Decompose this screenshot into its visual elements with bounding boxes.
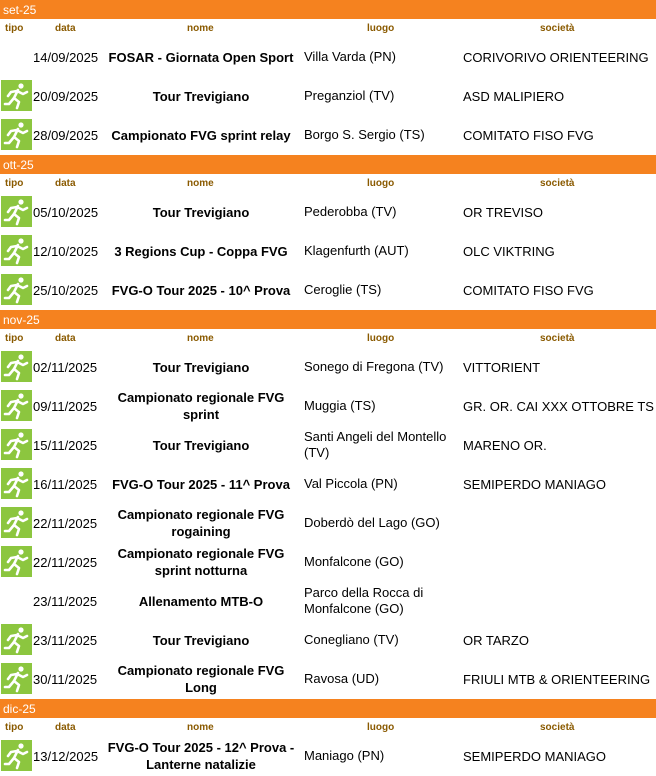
column-header-luogo: luogo xyxy=(367,722,395,733)
event-row[interactable] xyxy=(0,426,656,465)
column-header-societa: società xyxy=(540,23,575,34)
event-date: 15/11/2025 xyxy=(33,437,98,453)
event-name[interactable]: Campionato FVG sprint relay xyxy=(111,127,291,143)
running-icon xyxy=(1,80,32,111)
column-header-row xyxy=(0,20,656,38)
running-icon xyxy=(1,235,32,266)
column-header-data: data xyxy=(55,178,76,189)
event-society: FRIULI MTB & ORIENTEERING xyxy=(463,671,651,687)
event-society xyxy=(463,543,655,581)
event-row[interactable] xyxy=(0,116,656,155)
event-place: Monfalcone (GO) xyxy=(304,554,404,569)
running-icon xyxy=(1,119,32,150)
event-society: ASD MALIPIERO xyxy=(463,88,565,104)
event-date: 12/10/2025 xyxy=(33,243,99,259)
event-name[interactable]: Tour Trevigiano xyxy=(152,632,250,648)
running-icon xyxy=(1,429,32,460)
event-date: 02/11/2025 xyxy=(33,359,98,375)
event-row[interactable] xyxy=(0,621,656,660)
event-date: 13/12/2025 xyxy=(33,748,99,764)
event-society: SEMIPERDO MANIAGO xyxy=(463,748,607,764)
event-date: 22/11/2025 xyxy=(33,515,98,531)
event-place: Ceroglie (TS) xyxy=(304,282,382,297)
column-header-tipo: tipo xyxy=(5,722,24,733)
event-place: Preganziol (TV) xyxy=(304,88,395,103)
event-row[interactable] xyxy=(0,232,656,271)
running-icon xyxy=(1,468,32,499)
event-society: GR. OR. CAI XXX OTTOBRE TS xyxy=(463,398,654,414)
event-society xyxy=(463,582,655,620)
running-icon xyxy=(1,196,32,227)
event-row[interactable] xyxy=(0,543,656,582)
event-society: VITTORIENT xyxy=(463,359,541,375)
event-row[interactable] xyxy=(0,504,656,543)
event-row[interactable] xyxy=(0,193,656,232)
month-bar: dic-25 xyxy=(0,699,656,719)
running-icon xyxy=(1,546,32,577)
event-place: Muggia (TS) xyxy=(304,398,376,413)
column-header-luogo: luogo xyxy=(367,23,395,34)
running-icon xyxy=(1,507,32,538)
event-row[interactable] xyxy=(0,38,656,77)
event-name[interactable]: FOSAR - Giornata Open Sport xyxy=(108,49,294,65)
event-society: OR TREVISO xyxy=(463,204,543,220)
event-place: Val Piccola (PN) xyxy=(304,476,398,491)
event-place: Conegliano (TV) xyxy=(304,632,399,647)
column-header-tipo: tipo xyxy=(5,178,24,189)
month-bar: set-25 xyxy=(0,0,656,20)
event-place: Doberdò del Lago (GO) xyxy=(304,515,440,530)
event-date: 28/09/2025 xyxy=(33,127,99,143)
event-place: Ravosa (UD) xyxy=(304,671,380,686)
event-row[interactable] xyxy=(0,582,656,621)
column-header-nome: nome xyxy=(187,722,214,733)
event-name[interactable]: Tour Trevigiano xyxy=(152,204,250,220)
event-date: 30/11/2025 xyxy=(33,671,98,687)
event-place: Borgo S. Sergio (TS) xyxy=(304,127,425,142)
running-icon xyxy=(1,663,32,694)
column-header-societa: società xyxy=(540,722,575,733)
event-date: 09/11/2025 xyxy=(33,398,98,414)
column-header-row xyxy=(0,719,656,737)
running-icon xyxy=(1,740,32,771)
event-name[interactable]: Tour Trevigiano xyxy=(152,359,250,375)
event-row[interactable] xyxy=(0,737,656,776)
column-header-nome: nome xyxy=(187,178,214,189)
event-row[interactable] xyxy=(0,660,656,699)
column-header-tipo: tipo xyxy=(5,333,24,344)
event-name[interactable]: Tour Trevigiano xyxy=(152,437,250,453)
event-date: 16/11/2025 xyxy=(33,476,98,492)
event-society xyxy=(463,504,655,542)
event-place: Maniago (PN) xyxy=(304,748,385,763)
running-icon xyxy=(1,624,32,655)
month-bar: nov-25 xyxy=(0,310,656,330)
event-name[interactable]: Campionato regionale FVG rogaining xyxy=(117,507,285,539)
running-icon xyxy=(1,390,32,421)
column-header-row xyxy=(0,330,656,348)
column-header-tipo: tipo xyxy=(5,23,24,34)
event-society: COMITATO FISO FVG xyxy=(463,282,594,298)
column-header-nome: nome xyxy=(187,333,214,344)
column-header-societa: società xyxy=(540,178,575,189)
event-name[interactable]: FVG-O Tour 2025 - 10^ Prova xyxy=(111,282,291,298)
column-header-row xyxy=(0,175,656,193)
event-row[interactable] xyxy=(0,271,656,310)
event-name[interactable]: Campionato regionale FVG Long xyxy=(117,663,285,695)
event-date: 14/09/2025 xyxy=(33,49,99,65)
column-header-data: data xyxy=(55,333,76,344)
event-place: Pederobba (TV) xyxy=(304,204,397,219)
running-icon xyxy=(1,351,32,382)
event-date: 23/11/2025 xyxy=(33,593,98,609)
column-header-luogo: luogo xyxy=(367,333,395,344)
column-header-data: data xyxy=(55,722,76,733)
event-date: 05/10/2025 xyxy=(33,204,99,220)
event-row[interactable] xyxy=(0,77,656,116)
event-row[interactable] xyxy=(0,465,656,504)
event-name[interactable]: FVG-O Tour 2025 - 11^ Prova xyxy=(112,476,290,492)
event-date: 22/11/2025 xyxy=(33,554,98,570)
event-society: SEMIPERDO MANIAGO xyxy=(463,476,607,492)
month-bar: ott-25 xyxy=(0,155,656,175)
event-society: OLC VIKTRING xyxy=(463,243,555,259)
event-date: 23/11/2025 xyxy=(33,632,98,648)
event-place: Parco della Rocca di Monfalcone (GO) xyxy=(304,585,424,616)
column-header-societa: società xyxy=(540,333,575,344)
event-row[interactable] xyxy=(0,348,656,387)
event-place: Santi Angeli del Montello (TV) xyxy=(304,429,447,460)
event-date: 25/10/2025 xyxy=(33,282,99,298)
column-header-luogo: luogo xyxy=(367,178,395,189)
column-header-nome: nome xyxy=(187,23,214,34)
event-name[interactable]: Tour Trevigiano xyxy=(152,88,250,104)
event-society: COMITATO FISO FVG xyxy=(463,127,594,143)
event-society: OR TARZO xyxy=(463,632,529,648)
event-name[interactable]: 3 Regions Cup - Coppa FVG xyxy=(114,243,288,259)
event-place: Klagenfurth (AUT) xyxy=(304,243,409,258)
event-society: CORIVORIVO ORIENTEERING xyxy=(463,49,649,65)
column-header-data: data xyxy=(55,23,76,34)
event-name[interactable]: Campionato regionale FVG sprint notturna xyxy=(117,546,285,578)
running-icon xyxy=(1,274,32,305)
event-name[interactable]: Campionato regionale FVG sprint xyxy=(117,390,285,422)
event-society: MARENO OR. xyxy=(463,437,547,453)
event-name[interactable]: FVG-O Tour 2025 - 12^ Prova - Lanterne natalizie xyxy=(107,740,295,772)
event-place: Villa Varda (PN) xyxy=(304,49,396,64)
event-place: Sonego di Fregona (TV) xyxy=(304,359,444,374)
event-date: 20/09/2025 xyxy=(33,88,99,104)
event-row[interactable] xyxy=(0,387,656,426)
event-name[interactable]: Allenamento MTB-O xyxy=(138,593,264,609)
